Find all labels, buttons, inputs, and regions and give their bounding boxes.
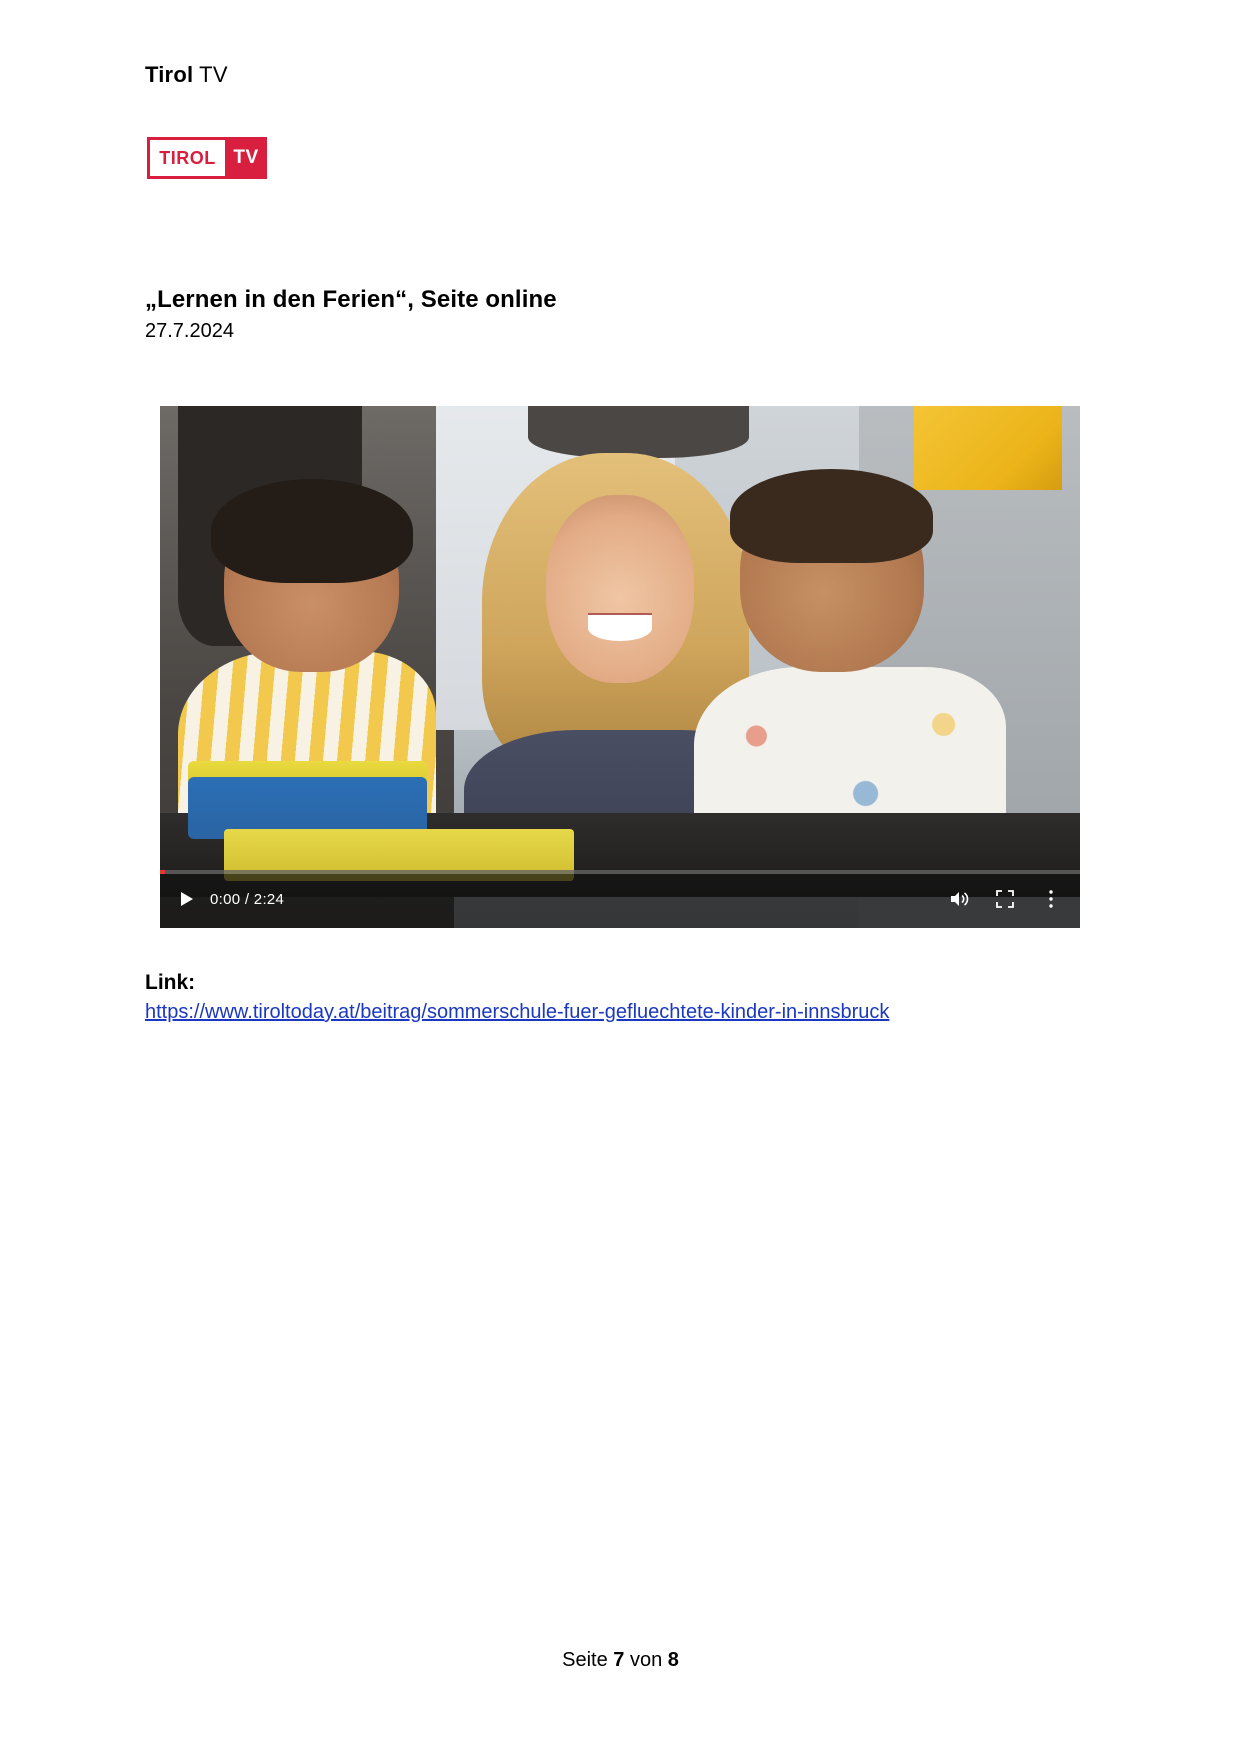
- play-icon[interactable]: [174, 886, 200, 912]
- logo-right-text: TV: [233, 147, 259, 168]
- article-link[interactable]: https://www.tiroltoday.at/beitrag/sommerschule-fuer-gefluechtete-kinder-in-innsbruck: [145, 1001, 890, 1023]
- volume-icon[interactable]: [944, 884, 974, 914]
- logo-left-text: TIROL: [159, 147, 216, 168]
- video-progress-track[interactable]: [160, 870, 1080, 874]
- background-poster: [914, 406, 1061, 490]
- more-options-icon[interactable]: [1036, 884, 1066, 914]
- article-title: „Lernen in den Ferien“, Seite online: [145, 286, 557, 313]
- logo-right-block: [225, 137, 267, 179]
- tirol-tv-logo: [147, 137, 267, 179]
- woman-smile: [588, 615, 652, 641]
- page-footer: [0, 1649, 1241, 1672]
- header-brand-strong: Tirol: [145, 62, 194, 87]
- article-date: 27.7.2024: [145, 320, 234, 342]
- fullscreen-icon[interactable]: [990, 884, 1020, 914]
- video-player-screenshot[interactable]: [160, 406, 1080, 928]
- footer-total-pages: 8: [667, 1649, 679, 1671]
- header-brand-rest: TV: [193, 62, 228, 87]
- footer-middle: von: [624, 1649, 668, 1671]
- document-header: [145, 62, 228, 88]
- footer-prefix: Seite: [562, 1649, 614, 1671]
- background-figure-top: [528, 406, 749, 458]
- video-progress-fill: [160, 870, 165, 874]
- video-still-image: [160, 406, 1080, 928]
- link-label: Link:: [145, 971, 196, 994]
- woman-face: [546, 495, 693, 683]
- child-right-hair: [730, 469, 932, 563]
- footer-current-page: 7: [613, 1649, 625, 1671]
- logo-left-block: [147, 137, 225, 179]
- child-left-hair: [211, 479, 413, 583]
- video-time-display: 0:00 / 2:24: [210, 890, 285, 908]
- video-controls-bar[interactable]: [160, 870, 1080, 928]
